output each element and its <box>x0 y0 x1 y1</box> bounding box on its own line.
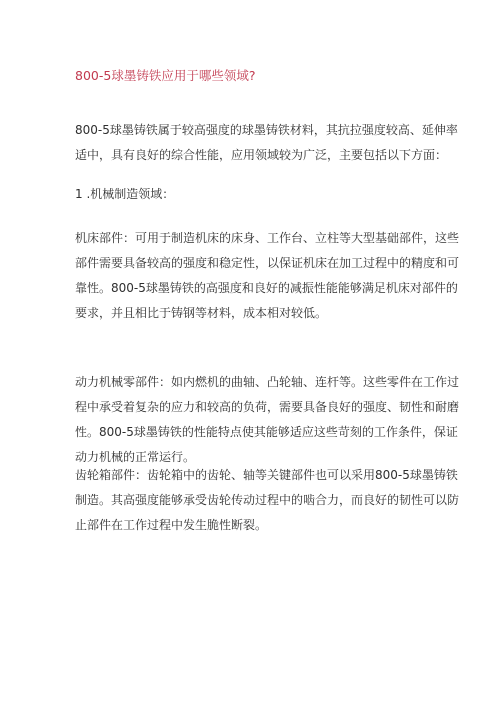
paragraph-machine-tool-parts <box>75 226 460 326</box>
paragraph-line: 要求，并且相比于铸钢等材料，成本相对较低。 <box>75 306 328 320</box>
paragraph-intro <box>75 118 458 168</box>
paragraph-line: 机床部件：可用于制造机床的床身、工作台、立柱等大型基础部件，这些 <box>75 231 460 245</box>
paragraph-power-machinery-parts <box>75 370 460 470</box>
paragraph-line: 性。800-5球墨铸铁的性能特点使其能够适应这些苛刻的工作条件，保证 <box>75 425 458 439</box>
paragraph-line: 部件需要具备较高的强度和稳定性，以保证机床在加工过程中的精度和可 <box>75 256 460 270</box>
section-heading-machinery <box>75 182 433 207</box>
paragraph-line: 适中，具有良好的综合性能，应用领域较为广泛，主要包括以下方面： <box>75 148 448 162</box>
paragraph-gearbox-parts <box>75 463 460 538</box>
paragraph-line: 靠性。800-5球墨铸铁的高强度和良好的减振性能能够满足机床对部件的 <box>75 281 458 295</box>
paragraph-line: 齿轮箱部件：齿轮箱中的齿轮、轴等关键部件也可以采用800-5球墨铸铁 <box>75 468 458 482</box>
paragraph-line: 800-5球墨铸铁属于较高强度的球墨铸铁材料，其抗拉强度较高、延伸率 <box>75 123 458 137</box>
paragraph-line: 1 .机械制造领域： <box>75 187 175 201</box>
paragraph-line: 制造。其高强度能够承受齿轮传动过程中的啮合力，而良好的韧性可以防 <box>75 493 460 507</box>
paragraph-line: 动力机械零部件：如内燃机的曲轴、凸轮轴、连杆等。这些零件在工作过 <box>75 375 460 389</box>
paragraph-line: 程中承受着复杂的应力和较高的负荷，需要具备良好的强度、韧性和耐磨 <box>75 400 460 414</box>
paragraph-line: 动力机械的正常运行。 <box>75 450 196 464</box>
paragraph-line: 止部件在工作过程中发生脆性断裂。 <box>75 518 268 532</box>
document-title: 800-5球墨铸铁应用于哪些领域? <box>75 68 256 83</box>
